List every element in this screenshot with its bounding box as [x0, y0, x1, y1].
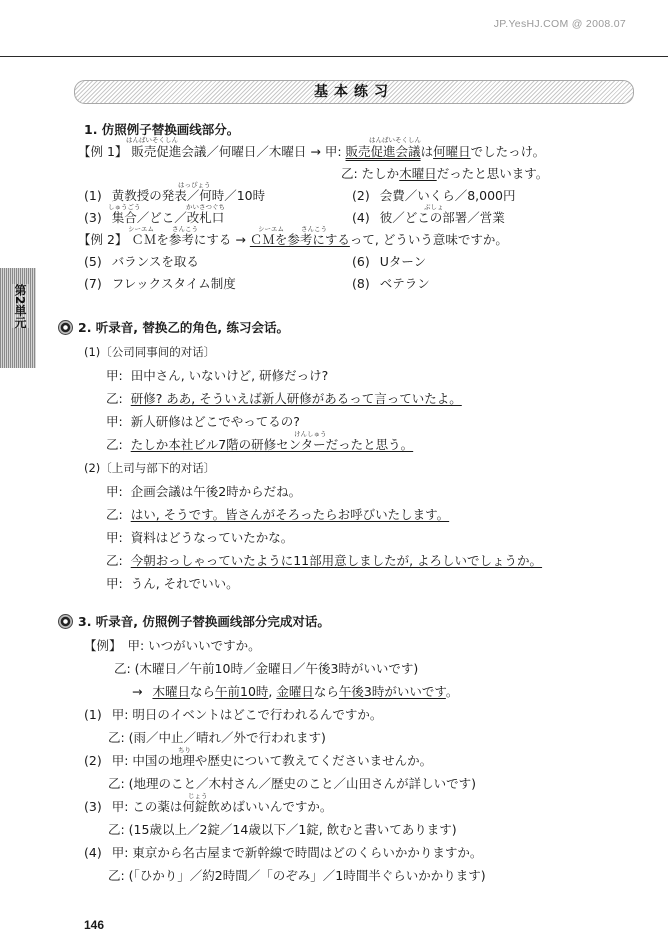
section2-heading: 2. 听录音, 替换乙的角色, 练习会话。 [78, 320, 289, 335]
answer-text: , [268, 684, 277, 699]
site-watermark: JP.YesHJ.COM @ 2008.07 [493, 18, 626, 30]
example-target: ＣＭを参考にする [249, 232, 350, 247]
answer-target: 木曜日 [152, 684, 190, 699]
ruby: ちり [178, 746, 191, 754]
chapter-side-tab [0, 268, 36, 368]
item-number: (2) [84, 753, 102, 768]
item-text: 会費／いくら／8,000円 [379, 188, 516, 203]
item-text: Uターン [379, 254, 427, 269]
exercise-item [84, 707, 382, 723]
ruby: じょう [188, 792, 208, 800]
answer-text: なら [189, 684, 215, 699]
dialogue-line [106, 437, 413, 453]
line-text: 甲: いつがいいですか。 [127, 638, 261, 653]
item-text: 彼／どこの部署／営業 [379, 210, 505, 225]
dialogue-line [106, 530, 293, 546]
dialogue-line [106, 507, 449, 523]
item-number: (4) [84, 845, 102, 860]
exercise-answer: 乙: (地理のこと／木村さん／歴史のこと／山田さんが詳しいです) [108, 776, 476, 791]
item-text: 集合／どこ／改札口 [111, 210, 225, 225]
speaker-label: 甲: [106, 368, 123, 383]
ruby: はんばいそくしん [126, 136, 178, 144]
question-text: 甲: 東京から名古屋まで新幹線で時間はどのくらいかかりますか。 [111, 845, 483, 860]
question-text: 甲: 明日のイベントはどこで行われるんですか。 [111, 707, 383, 722]
line-text: 今朝おっしゃっていたように11部用意しましたが, よろしいでしょうか。 [130, 553, 543, 568]
answer-target: 金曜日 [276, 684, 314, 699]
example-line: 乙: (木曜日／午前10時／金曜日／午後3時がいいです) [114, 661, 419, 676]
page-number: 146 [84, 918, 105, 932]
dialogue-line [106, 368, 328, 384]
item-text: バランスを取る [111, 254, 199, 269]
line-text: 資料はどうなっていたかな。 [130, 530, 294, 545]
example-line [84, 638, 261, 654]
example-text: だったと思います。 [436, 166, 549, 181]
item-number: (3) [84, 799, 102, 814]
dialogue1-title: (1)〔公司同事间的对话〕 [84, 345, 216, 359]
ruby: シーエム [128, 225, 154, 233]
speaker-label: 乙: [106, 437, 123, 452]
dialogue-line [106, 553, 542, 569]
item-number: (6) [352, 254, 370, 269]
item-number: (1) [84, 707, 102, 722]
line-text: うん, それでいい。 [130, 576, 239, 591]
dialogue2-title: (2)〔上司与部下的对话〕 [84, 461, 216, 475]
example-text: は [420, 144, 434, 159]
list-item [84, 254, 199, 270]
list-item [352, 210, 505, 226]
exercise-answer: 乙: (15歳以上／2錠／14歳以下／1錠, 飲むと書いてあります) [108, 822, 457, 837]
exercise-answer: 乙: (雨／中止／晴れ／外で行われます) [108, 730, 326, 745]
line-text: はい, そうです。皆さんがそろったらお呼びいたします。 [130, 507, 450, 522]
speaker-label: 甲: [106, 484, 123, 499]
example-label: 【例】 [84, 638, 122, 653]
line-text: 田中さん, いないけど, 研修だっけ? [130, 368, 329, 383]
item-text: ベテラン [379, 276, 430, 291]
ruby: はっぴょう [178, 181, 211, 189]
ruby: けんしゅう [294, 430, 327, 438]
example-text: 乙: たしか [341, 166, 400, 181]
example-target: 木曜日 [399, 166, 437, 181]
item-number: (1) [84, 188, 102, 203]
item-number: (7) [84, 276, 102, 291]
dialogue-line [106, 576, 239, 592]
item-number: (2) [352, 188, 370, 203]
arrow-icon: → [132, 684, 143, 699]
example-answer [132, 684, 458, 700]
example-text: って, どういう意味ですか。 [349, 232, 508, 247]
ruby: ぶしょ [424, 203, 444, 211]
exercise-item [84, 753, 432, 769]
answer-target: 午後3時がいいです [338, 684, 446, 699]
example-source: ＣＭを参考にする → [131, 232, 246, 247]
example-label: 【例 1】 [78, 144, 128, 159]
speaker-label: 乙: [106, 553, 123, 568]
ruby: しゅうごう [108, 203, 141, 211]
item-number: (4) [352, 210, 370, 225]
list-item [84, 210, 224, 226]
item-number: (3) [84, 210, 102, 225]
example-text: でしたっけ。 [470, 144, 546, 159]
exercise-item [84, 799, 332, 815]
answer-text: なら [313, 684, 339, 699]
speaker-label: 甲: [106, 414, 123, 429]
dialogue-line [106, 414, 300, 430]
item-text: 黄教授の発表／何時／10時 [111, 188, 266, 203]
list-item [352, 188, 516, 204]
question-text: 甲: 中国の地理や歴史について教えてくださいませんか。 [111, 753, 433, 768]
ruby: さんこう [301, 225, 327, 233]
ruby: さんこう [172, 225, 198, 233]
answer-text: 。 [445, 684, 459, 699]
example-source: 販売促進会議／何曜日／木曜日 → 甲: [131, 144, 342, 159]
speaker-label: 乙: [106, 391, 123, 406]
speaker-label: 甲: [106, 576, 123, 591]
speaker-label: 甲: [106, 530, 123, 545]
ruby: シーエム [258, 225, 284, 233]
answer-target: 午前10時 [215, 684, 269, 699]
example1-prompt [78, 144, 545, 160]
section-banner [74, 80, 634, 104]
section3-heading: 3. 听录音, 仿照例子替换画线部分完成对话。 [78, 614, 330, 629]
question-text: 甲: この薬は何錠飲めばいいんですか。 [111, 799, 333, 814]
item-number: (8) [352, 276, 370, 291]
example1-response [341, 166, 548, 182]
section1-heading: 1. 仿照例子替换画线部分。 [84, 122, 240, 137]
list-item [84, 188, 265, 204]
item-text: フレックスタイム制度 [111, 276, 236, 291]
ruby: かいさつぐち [186, 203, 225, 211]
line-text: たしか本社ビル7階の研修センターだったと思う。 [130, 437, 414, 452]
exercise-answer: 乙: (「ひかり」／約2時間／「のぞみ」／1時間半ぐらいかかります) [108, 868, 486, 883]
ruby: はんばいそくしん [369, 136, 421, 144]
list-item [352, 254, 426, 270]
item-number: (5) [84, 254, 102, 269]
banner-title: 基本练习 [314, 84, 394, 100]
example-target: 販売促進会議 [345, 144, 421, 159]
list-item [352, 276, 430, 292]
example2-prompt [78, 232, 508, 248]
header-rule [0, 56, 668, 57]
example-label: 【例 2】 [78, 232, 128, 247]
exercise-item [84, 845, 482, 861]
line-text: 新人研修はどこでやってるの? [130, 414, 300, 429]
line-text: 研修? ああ, そういえば新人研修があるって言っていたよ。 [130, 391, 462, 406]
audio-cd-icon[interactable] [58, 320, 73, 335]
list-item [84, 276, 236, 292]
dialogue-line [106, 391, 462, 407]
dialogue-line [106, 484, 301, 500]
line-text: 企画会議は午後2時からだね。 [130, 484, 302, 499]
speaker-label: 乙: [106, 507, 123, 522]
audio-cd-icon[interactable] [58, 614, 73, 629]
chapter-label: 第2単元 [13, 284, 27, 329]
example-target: 何曜日 [433, 144, 471, 159]
